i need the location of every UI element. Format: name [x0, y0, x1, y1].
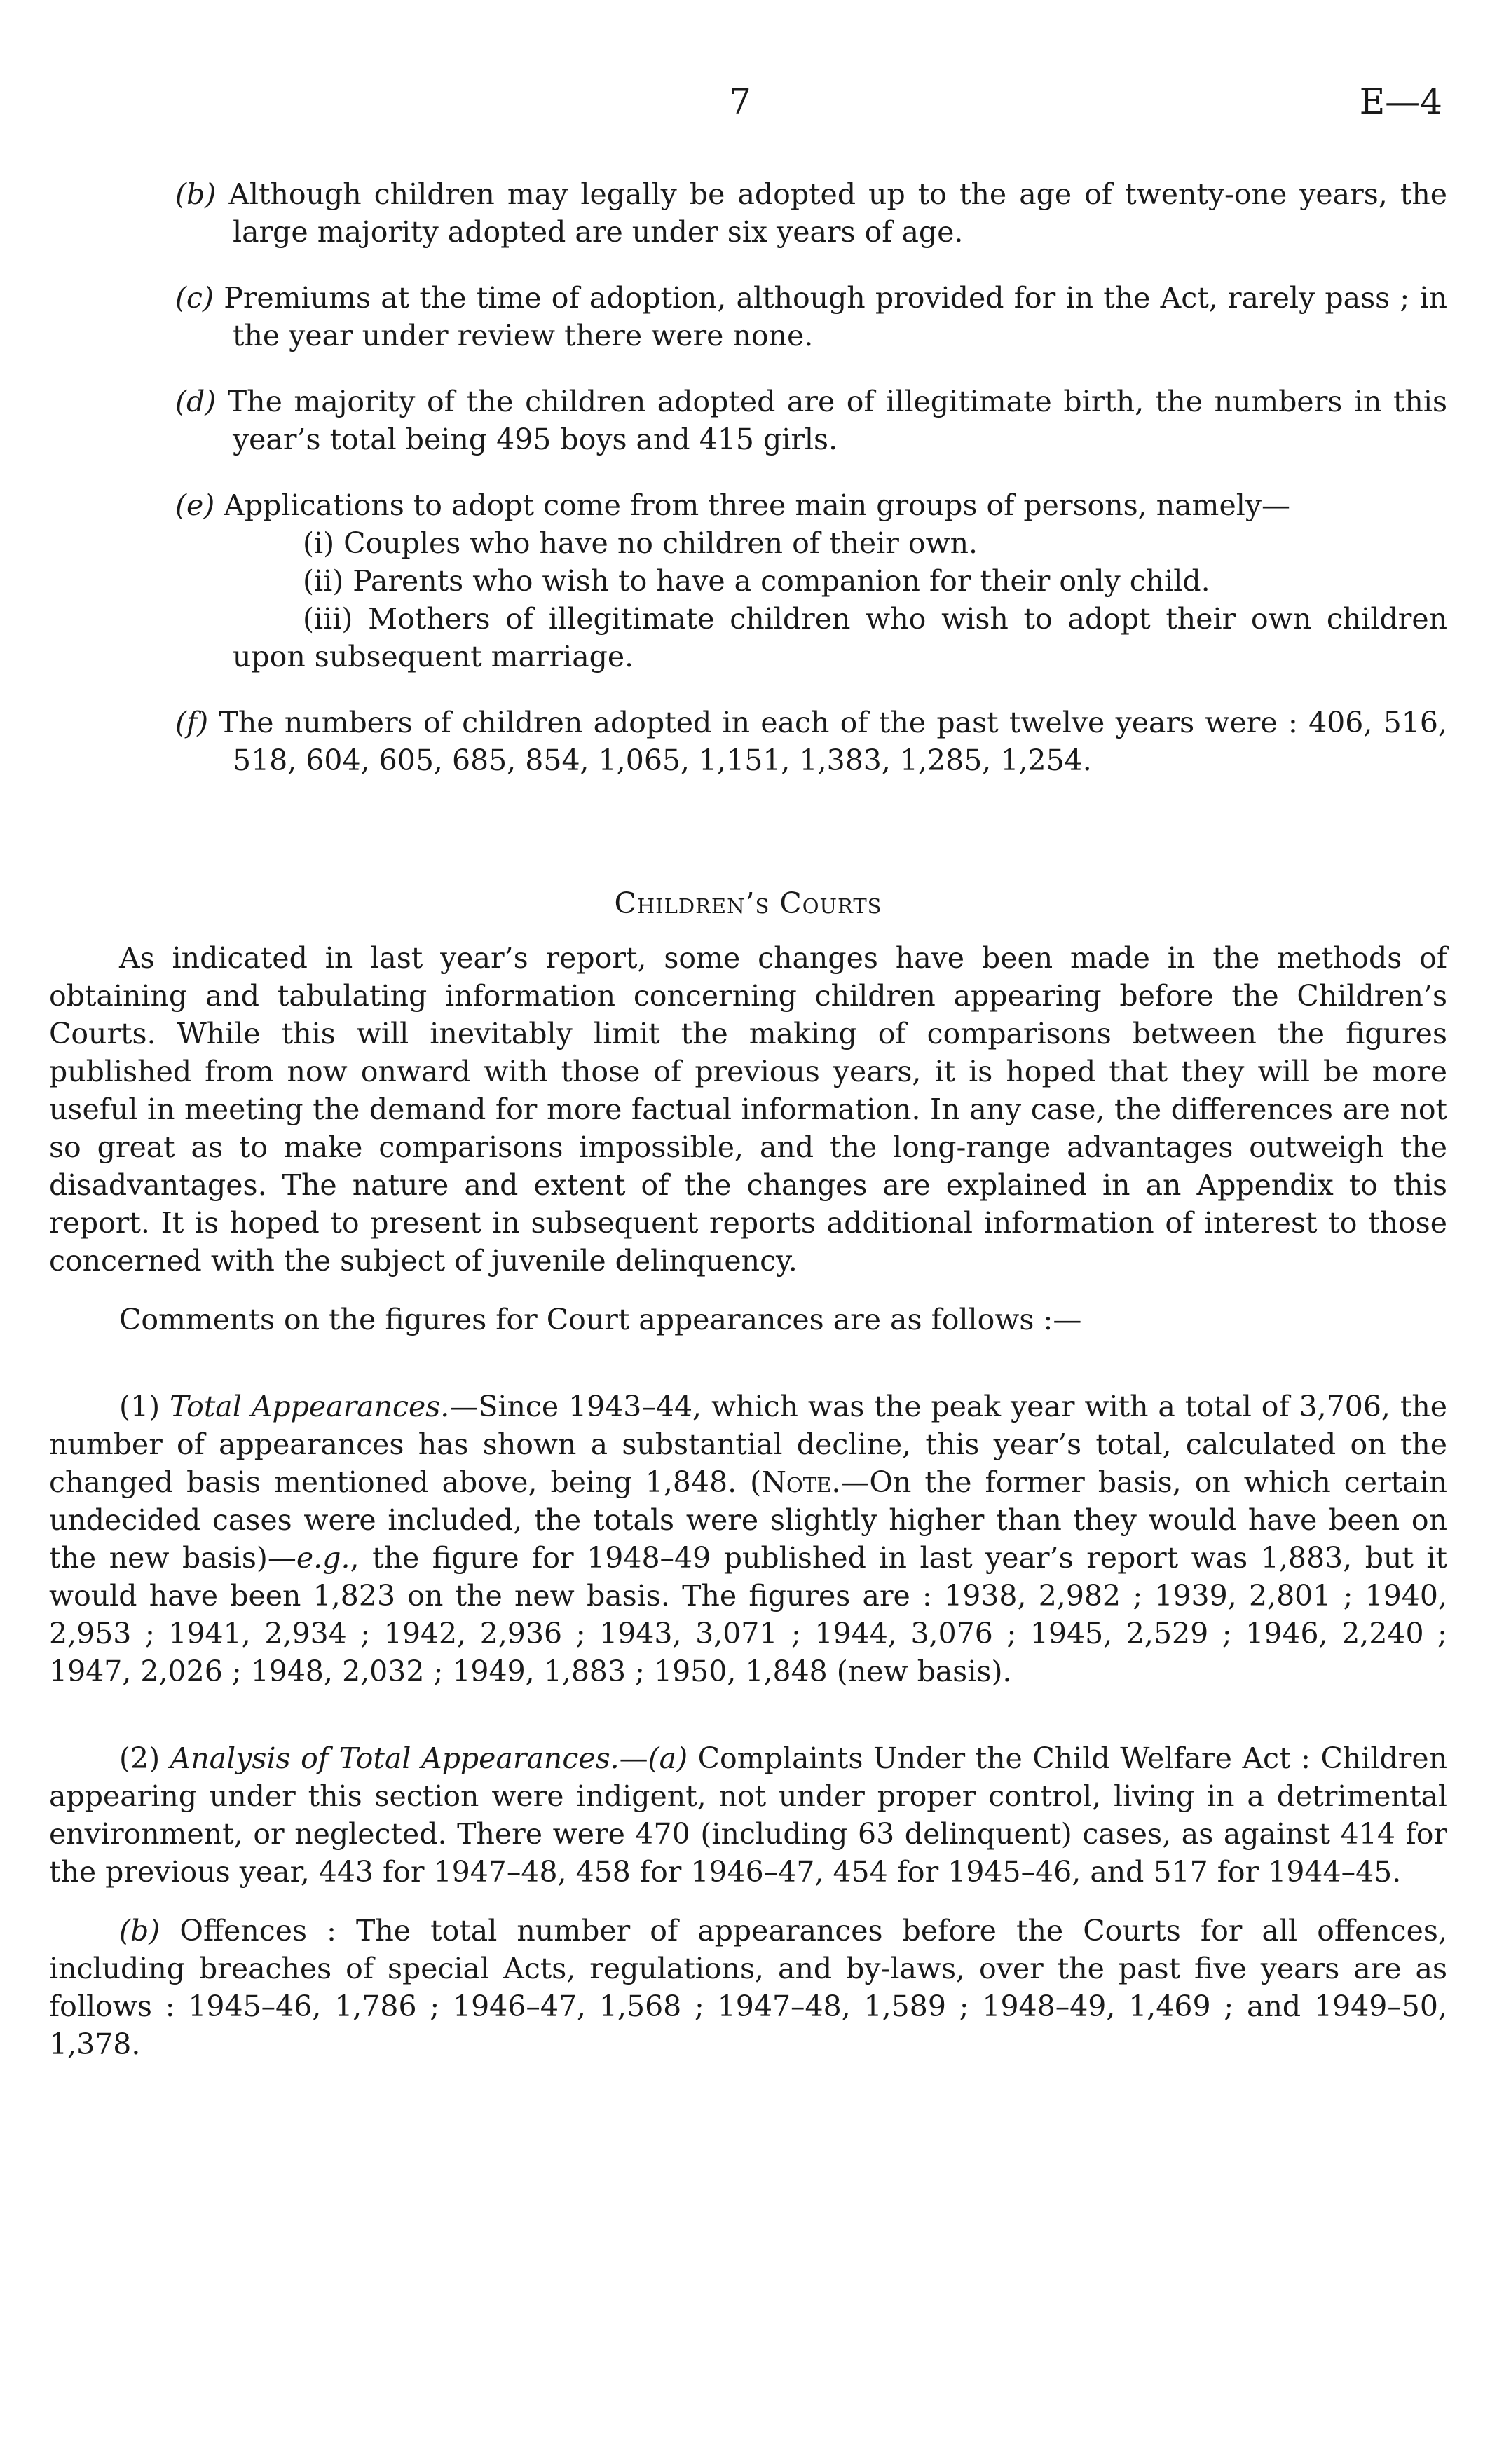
para-title: Analysis of Total Appearances. — [170, 1741, 620, 1775]
para-text: .—On the former basis, on which certain undecided cases were included, the totals were slightly higher than they would have been on the new basis)— — [49, 1465, 1447, 1575]
eg-abbrev: e.g. — [296, 1541, 350, 1575]
page-header — [0, 83, 1497, 132]
item-text: The numbers of children adopted in each of the past twelve years were : 406, 516, 518, 604, 605, 685, 854, 1,065, 1,151, 1,383, 1,285, 1,254. — [219, 706, 1447, 777]
adoption-item-c — [49, 279, 1447, 355]
item-label: (c) — [175, 281, 214, 315]
group-i: (i) Couples who have no children of their own. — [303, 526, 978, 560]
page-number: 7 — [729, 81, 751, 122]
item-label: (b) — [175, 177, 217, 211]
section-heading: Children’s Courts — [614, 887, 882, 920]
para-text: —Since 1943–44, which was the peak year with a total of 3,706, the number of appearances has shown a substantial decline, this year’s total, calculated on the changed basis mentioned above, being 1,848. ( — [49, 1390, 1447, 1499]
para-text: Complaints Under the Child Welfare Act : Children appearing under this section were indigent, not under proper control, living in a detrimental environment, or neglected. There were 470 (including 63 delinquent) cases, as against 414 for the previous year, 443 for 1947–48, 458 for 1946–47, 454 for 1945–46, and 517 for 1944–45. — [49, 1741, 1447, 1889]
sub-label: (b) — [119, 1914, 160, 1948]
sub-label: (a) — [648, 1741, 688, 1775]
total-appearances-paragraph — [49, 1388, 1447, 1690]
adoption-item-e — [49, 486, 1447, 524]
para-number: (1) — [119, 1390, 160, 1423]
adoption-item-f — [49, 704, 1447, 779]
adoption-item-b — [49, 175, 1447, 251]
item-label: (f) — [175, 706, 209, 739]
comments-intro: Comments on the figures for Court appearances are as follows :— — [119, 1303, 1082, 1336]
document-reference: E—4 — [1359, 81, 1442, 122]
para-text: , the figure for 1948–49 published in last year’s report was 1,883, but it would have been 1,823 on the new basis. The figures are : 1938, 2,982 ; 1939, 2,801 ; 1940, 2,953 ; 1941, 2,934 ; 1942, 2,936 ; 1943, 3,071 ; 1944, 3,076 ; 1945, 2,529 ; 1946, 2,240 ; 1947, 2,026 ; 1948, 2,032 ; 1949, 1,883 ; 1950, 1,848 (new basis). — [49, 1541, 1447, 1688]
adoption-item-d — [49, 383, 1447, 458]
item-label: (e) — [175, 488, 215, 522]
item-text: Although children may legally be adopted up to the age of twenty-one years, the large majority adopted are under six years of age. — [228, 177, 1447, 249]
group-ii: (ii) Parents who wish to have a companion for their only child. — [303, 564, 1210, 598]
para-title: Total Appearances. — [169, 1390, 450, 1423]
note-label: Note — [761, 1465, 832, 1499]
item-text: Applications to adopt come from three main groups of persons, namely— — [224, 488, 1290, 522]
intro-paragraph: As indicated in last year’s report, some changes have been made in the methods of obtaining and tabulating information concerning children appearing before the Children’s Courts. While this will inevitably limit the making of comparisons between the figures published from now onward with those of previous years, it is hoped that they will be more useful in meeting the demand for more factual information. In any case, the differences are not so great as to make comparisons impossible, and the long-range advantages outweigh the disadvantages. The nature and extent of the changes are explained in an Appendix to this report. It is hoped to present in subsequent reports additional information of interest to those concerned with the subject of juvenile delinquency. — [49, 941, 1447, 1278]
page-body — [49, 175, 1447, 2084]
para-dash: — — [619, 1741, 648, 1775]
offences-paragraph — [49, 1912, 1447, 2063]
item-text: Premiums at the time of adoption, although provided for in the Act, rarely pass ; in the year under review there were none. — [224, 281, 1447, 353]
group-iii: (iii) Mothers of illegitimate children who wish to adopt their own children upon subsequent marriage. — [233, 602, 1447, 673]
item-text: The majority of the children adopted are of illegitimate birth, the numbers in this year’s total being 495 boys and 415 girls. — [227, 385, 1447, 456]
para-text: Offences : The total number of appearances before the Courts for all offences, including breaches of special Acts, regulations, and by-laws, over the past five years are as follows : 1945–46, 1,786 ; 1946–47, 1,568 ; 1947–48, 1,589 ; 1948–49, 1,469 ; and 1949–50, 1,378. — [49, 1914, 1447, 2061]
analysis-paragraph — [49, 1739, 1447, 1891]
para-number: (2) — [119, 1741, 160, 1775]
item-label: (d) — [175, 385, 217, 418]
